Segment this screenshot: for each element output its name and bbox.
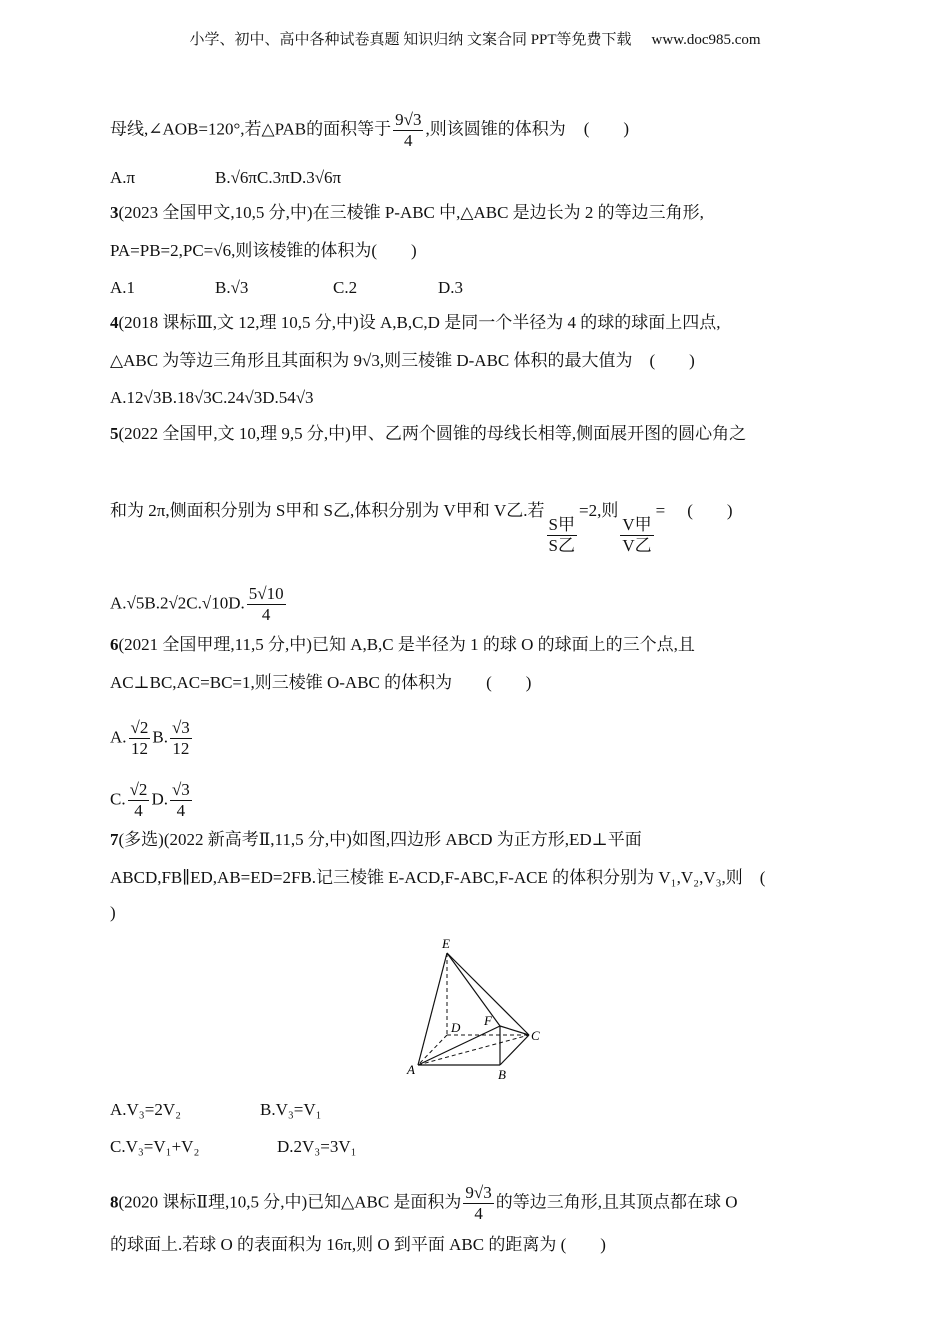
option-a: A.π [110,168,136,187]
option-a: A. [110,727,127,747]
numerator: 5√10 [248,584,284,603]
pyramid-figure [395,930,555,1085]
fraction [463,1183,493,1224]
option-d: D.3 [438,278,464,297]
q4-line1 [110,313,720,333]
question-number: 6 [110,635,119,654]
page-header [0,28,950,49]
q2-line1 [110,110,629,151]
option-c: C.3π [257,168,290,187]
text: 母线,∠AOB=120°,若△PAB的面积等于 [110,119,392,139]
numerator: √3 [171,718,190,737]
denominator: 12 [130,739,148,758]
q6-options-ab [110,718,194,759]
denominator: S乙 [548,536,576,555]
option-b: B.18√3 [161,388,212,407]
denominator: V乙 [622,536,652,555]
option-b: B.√3 [215,278,249,297]
text: (2021 全国甲理,11,5 分,中)已知 A,B,C 是半径为 1 的球 O 的球面上的三个点,且 [118,635,695,654]
q7-line1 [110,830,642,850]
numerator: √2 [129,780,148,799]
header-text: 小学、初中、高中各种试卷真题 知识归纳 文案合同 PPT等免费下载 [189,32,632,48]
numerator: S甲 [548,515,576,534]
answer-bracket: ( ) [583,119,630,139]
fraction [129,718,151,759]
label-a: A [407,1062,415,1077]
q7-line2: ABCD,FB∥ED,AB=ED=2FB.记三棱锥 E-ACD,F-ABC,F-ACE 的体积分别为 V₁,V₂,V₃,则 ( [110,868,766,887]
text: 和为 2π,侧面积分别为 S甲和 S乙,体积分别为 V甲和 V乙.若 [110,501,545,520]
option-a: A.√5 [110,593,145,613]
label-b: B [498,1067,506,1082]
question-number: 7 [110,830,119,849]
q3-line1 [110,203,704,223]
edge-ef [447,953,500,1026]
option-d: D.2V₃=3V₁ [277,1137,357,1156]
text: (多选)(2022 新高考Ⅱ,11,5 分,中)如图,四边形 ABCD 为正方形,ED⊥平面 [118,830,642,849]
numerator: √2 [130,718,149,737]
option-c: C. [110,789,126,809]
edge-ac-hidden [418,1035,529,1065]
header-url[interactable]: www.doc985.com [651,32,761,48]
fraction [620,515,653,556]
option-c: C.√10 [186,593,229,613]
option-b: B.√6π [215,168,258,187]
fraction [128,780,150,821]
fraction [547,515,577,556]
denominator: 4 [134,801,143,820]
q5-line2 [110,501,733,556]
text: (2018 课标Ⅲ,文 12,理 10,5 分,中)设 A,B,C,D 是同一个半径为 4 的球的球面上四点, [118,313,721,332]
option-a: A.V₃=2V₂ [110,1100,182,1119]
q7-line3: ) [110,903,116,922]
q7-options-cd [110,1137,357,1157]
text: 的等边三角形,且其顶点都在球 O [495,1192,738,1212]
q7-options-ab [110,1100,322,1120]
q6-options-cd [110,780,194,821]
q8-line2: 的球面上.若球 O 的表面积为 16π,则 O 到平面 ABC 的距离为 ( ) [110,1235,606,1254]
text: = [655,501,666,520]
option-d: D. [151,789,168,809]
option-a: A.12√3 [110,388,162,407]
question-number: 4 [110,313,119,332]
numerator: 9√3 [395,110,422,129]
fraction [170,780,192,821]
option-d: D. [228,593,245,613]
label-d: D [451,1020,461,1035]
text: (2020 课标Ⅱ理,10,5 分,中)已知△ABC 是面积为 [118,1192,462,1212]
label-c: C [531,1028,540,1043]
q6-line1 [110,635,695,655]
q8-line1 [110,1183,738,1224]
label-f: F [484,1013,492,1028]
q2-options [110,168,341,188]
fraction [170,718,192,759]
option-b: B.V₃=V₁ [260,1100,322,1119]
numerator: √3 [171,780,190,799]
option-a: A.1 [110,278,136,297]
q4-line2: △ABC 为等边三角形且其面积为 9√3,则三棱锥 D-ABC 体积的最大值为 ( ) [110,351,695,370]
numerator: 9√3 [465,1183,492,1202]
denominator: 4 [176,801,186,820]
denominator: 4 [261,605,271,624]
numerator: V甲 [622,515,652,534]
q3-line2: PA=PB=2,PC=√6,则该棱锥的体积为( ) [110,241,417,260]
question-number: 5 [110,424,119,443]
option-d: D.54√3 [262,388,314,407]
fraction [393,110,423,151]
question-number: 3 [110,203,119,222]
option-b: B.2√2 [144,593,187,613]
option-c: C.2 [333,278,358,297]
edge-ea [418,953,447,1065]
text: ,则该圆锥的体积为 [425,119,566,139]
answer-bracket: ( ) [687,501,733,520]
text: =2,则 [579,501,619,520]
option-c: C.V₃=V₁+V₂ [110,1137,200,1156]
denominator: 4 [474,1204,483,1223]
text: (2023 全国甲文,10,5 分,中)在三棱锥 P-ABC 中,△ABC 是边长为 2 的等边三角形, [118,203,704,222]
option-b: B. [152,727,168,747]
q5-options [110,584,288,625]
option-d: D.3√6π [289,168,342,187]
fraction [247,584,286,625]
denominator: 4 [404,131,413,150]
label-e: E [442,936,450,951]
denominator: 12 [172,739,190,758]
edge-bc [500,1035,529,1065]
q3-options [110,278,463,298]
question-number: 8 [110,1192,119,1212]
q4-options [110,388,314,408]
q6-line2: AC⊥BC,AC=BC=1,则三棱锥 O-ABC 的体积为 ( ) [110,673,532,692]
text: (2022 全国甲,文 10,理 9,5 分,中)甲、乙两个圆锥的母线长相等,侧面展开图的圆心角之 [118,424,747,443]
option-c: C.24√3 [211,388,263,407]
q5-line1 [110,424,746,444]
